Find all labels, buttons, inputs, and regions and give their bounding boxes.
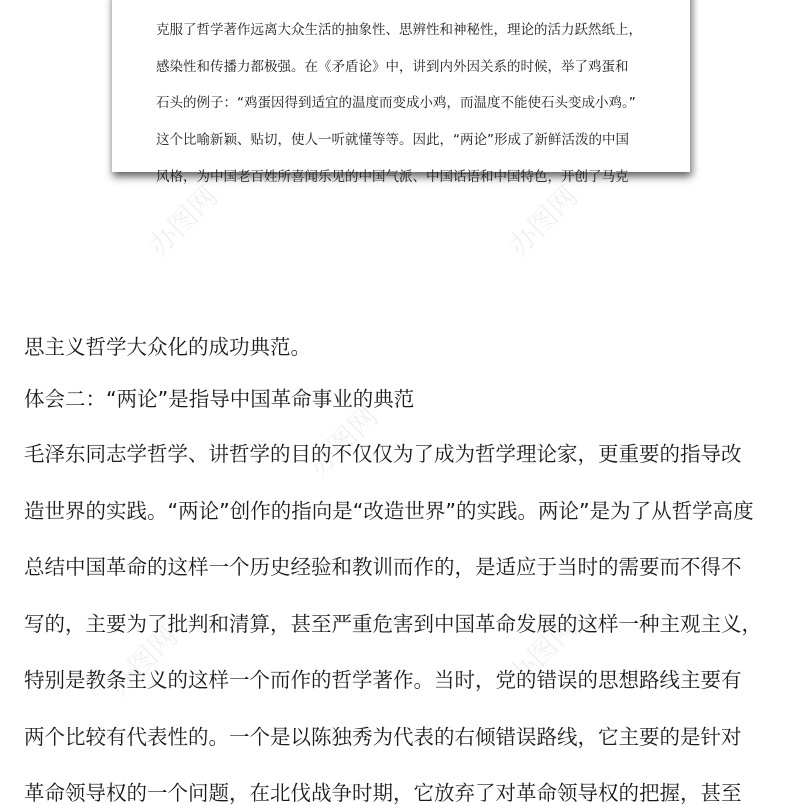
- body-paragraph-line: 总结中国革命的这样一个历史经验和教训而作的，是适应于当时的需要而不得不: [24, 555, 742, 579]
- preview-line: 风格，为中国老百姓所喜闻乐见的中国气派、中国话语和中国特色，开创了马克: [156, 169, 629, 185]
- watermark: 办图网: [501, 179, 585, 263]
- watermark: 办图网: [141, 179, 225, 263]
- preview-line: 这个比喻新颖、贴切，使人一听就懂等等。因此，“两论”形成了新鲜活泼的中国: [156, 132, 629, 148]
- body-paragraph-line: 革命领导权的一个问题，在北伐战争时期，它放弃了对革命领导权的把握，甚至: [24, 781, 742, 805]
- watermark: 办图网: [101, 619, 185, 703]
- body-paragraph-line: 造世界的实践。“两论”创作的指向是“改造世界”的实践。两论”是为了从哲学高度: [24, 499, 754, 523]
- watermark: 办图网: [301, 399, 385, 483]
- preview-line: 感染性和传播力都极强。在《矛盾论》中，讲到内外因关系的时候，举了鸡蛋和: [156, 59, 629, 75]
- body-paragraph-line: 毛泽东同志学哲学、讲哲学的目的不仅仅为了成为哲学理论家，更重要的指导改: [24, 442, 742, 466]
- body-paragraph-line: 特别是教条主义的这样一个而作的哲学著作。当时，党的错误的思想路线主要有: [24, 668, 742, 692]
- section-heading: 体会二：“两论”是指导中国革命事业的典范: [24, 387, 415, 411]
- body-paragraph-line: 写的，主要为了批判和清算，甚至严重危害到中国革命发展的这样一种主观主义，: [24, 612, 762, 636]
- watermark: 办图网: [501, 609, 585, 693]
- preview-line: 石头的例子：“鸡蛋因得到适宜的温度而变成小鸡，而温度不能使石头变成小鸡。”: [156, 95, 636, 111]
- document-page-preview: [112, 0, 690, 185]
- body-paragraph-line: 两个比较有代表性的。一个是以陈独秀为代表的右倾错误路线，它主要的是针对: [24, 725, 742, 749]
- preview-line: 克服了哲学著作远离大众生活的抽象性、思辨性和神秘性，理论的活力跃然纸上，: [156, 22, 642, 38]
- body-paragraph-line: 思主义哲学大众化的成功典范。: [24, 335, 311, 359]
